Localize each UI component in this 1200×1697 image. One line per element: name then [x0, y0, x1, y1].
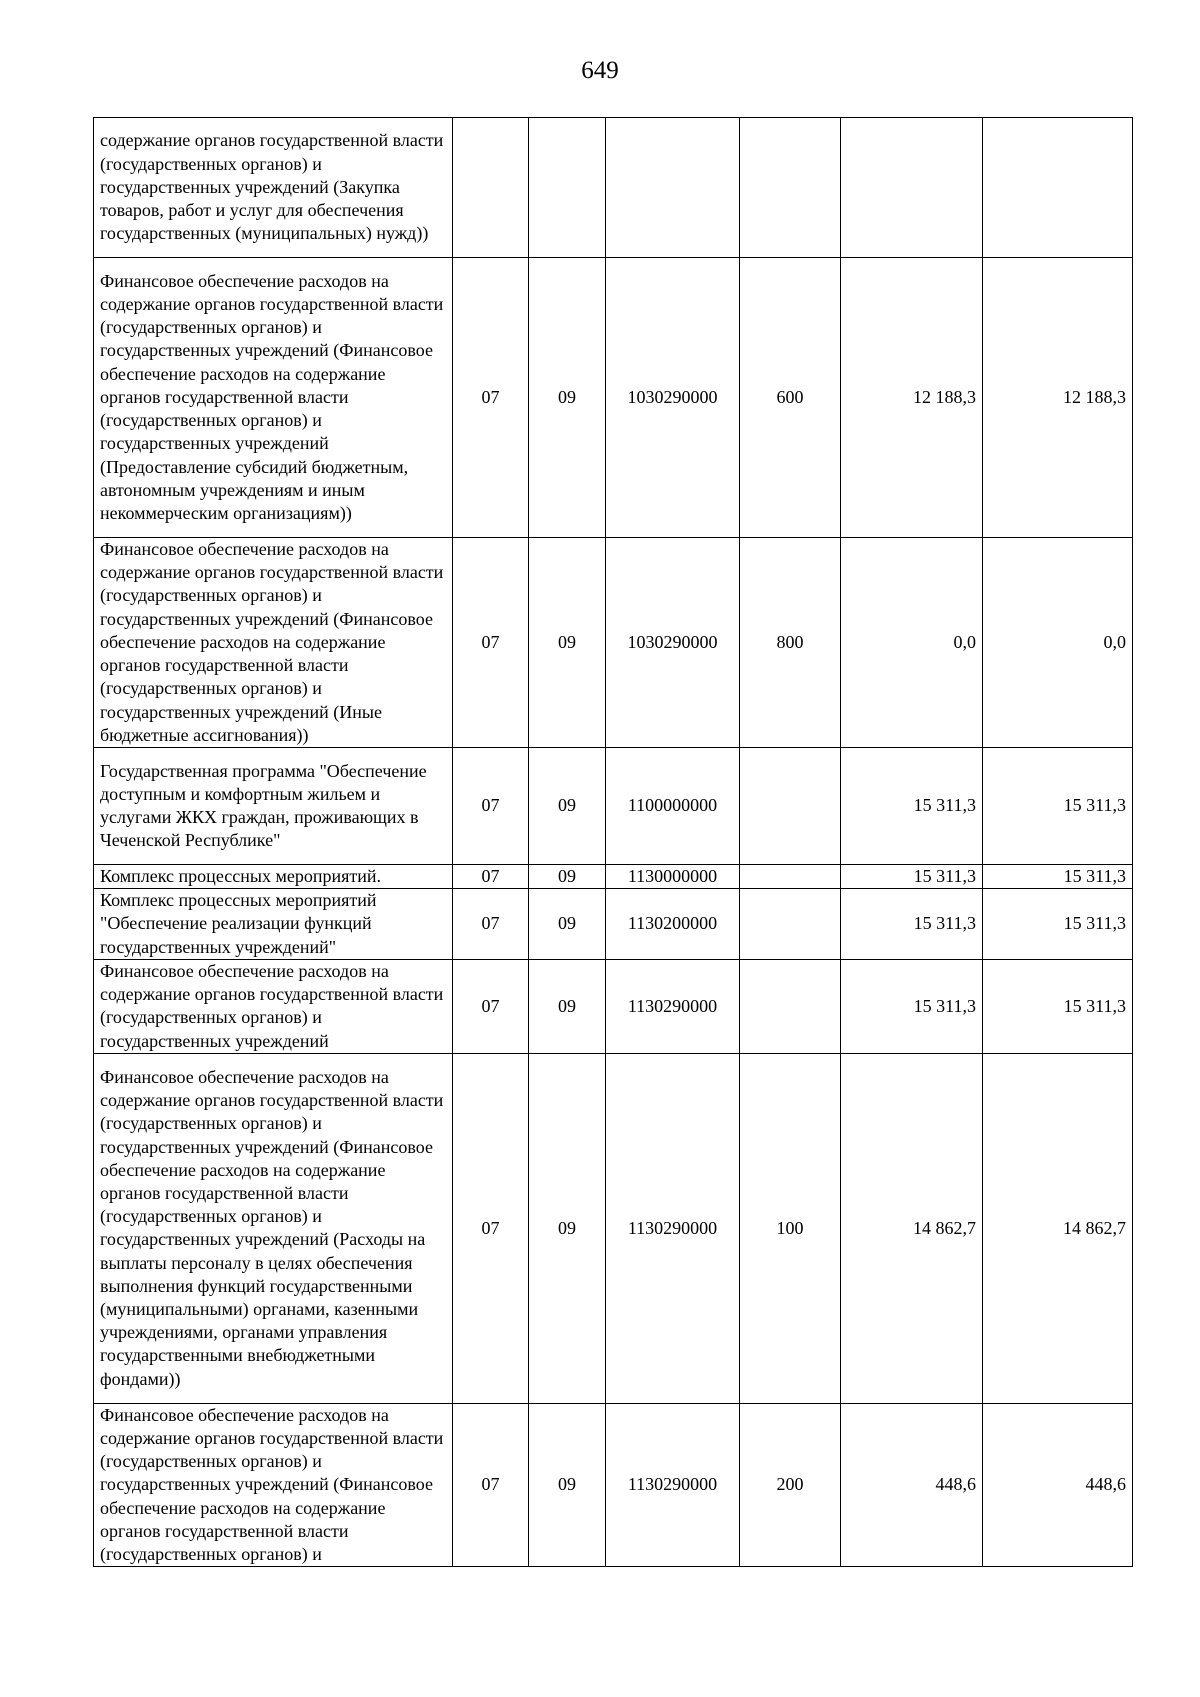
row-target-article: 1130200000 — [606, 889, 740, 960]
row-sum-1: 15 311,3 — [841, 889, 983, 960]
table-row — [94, 959, 1133, 1053]
row-sum-2: 12 188,3 — [983, 258, 1133, 538]
row-sum-2: 448,6 — [983, 1403, 1133, 1566]
row-name: Комплекс процессных мероприятий. — [94, 865, 453, 889]
row-section: 07 — [453, 959, 529, 1053]
budget-table — [93, 117, 1133, 1567]
row-sum-1: 14 862,7 — [841, 1053, 983, 1403]
row-subsection: 09 — [529, 1053, 606, 1403]
row-expense-type — [740, 118, 841, 258]
row-name: Государственная программа "Обеспечение доступным и комфортным жильем и услугами ЖКХ граждан, проживающих в Чеченской Республике" — [94, 748, 453, 865]
row-section: 07 — [453, 1053, 529, 1403]
row-sum-1: 12 188,3 — [841, 258, 983, 538]
row-subsection: 09 — [529, 538, 606, 748]
table-row — [94, 1403, 1133, 1566]
row-target-article — [606, 118, 740, 258]
row-sum-1 — [841, 118, 983, 258]
row-subsection: 09 — [529, 258, 606, 538]
row-name: Финансовое обеспечение расходов на содержание органов государственной власти (государственных органов) и государственных учреждений (Финансовое обеспечение расходов на содержание органов государственной власти (государственных органов) и государственных учреждений (Предоставление субсидий бюджетным, автономным учреждениям и иным некоммерческим организациям)) — [94, 258, 453, 538]
row-target-article: 1030290000 — [606, 258, 740, 538]
row-expense-type — [740, 959, 841, 1053]
row-subsection: 09 — [529, 748, 606, 865]
table-row — [94, 1053, 1133, 1403]
row-subsection: 09 — [529, 1403, 606, 1566]
row-section: 07 — [453, 258, 529, 538]
row-subsection: 09 — [529, 865, 606, 889]
row-section: 07 — [453, 889, 529, 960]
row-expense-type — [740, 889, 841, 960]
row-sum-1: 15 311,3 — [841, 748, 983, 865]
row-expense-type — [740, 748, 841, 865]
row-target-article: 1100000000 — [606, 748, 740, 865]
row-name: содержание органов государственной власти (государственных органов) и государственных учреждений (Закупка товаров, работ и услуг для обеспечения государственных (муниципальных) нужд)) — [94, 118, 453, 258]
row-subsection: 09 — [529, 889, 606, 960]
row-sum-2: 15 311,3 — [983, 748, 1133, 865]
row-name: Комплекс процессных мероприятий "Обеспечение реализации функций государственных учреждений" — [94, 889, 453, 960]
page-number: 649 — [581, 57, 619, 84]
row-sum-2: 0,0 — [983, 538, 1133, 748]
table-row — [94, 865, 1133, 889]
row-name: Финансовое обеспечение расходов на содержание органов государственной власти (государственных органов) и государственных учреждений — [94, 959, 453, 1053]
row-expense-type: 200 — [740, 1403, 841, 1566]
row-section: 07 — [453, 865, 529, 889]
row-sum-2: 15 311,3 — [983, 865, 1133, 889]
row-expense-type — [740, 865, 841, 889]
row-target-article: 1130290000 — [606, 959, 740, 1053]
row-subsection — [529, 118, 606, 258]
row-subsection: 09 — [529, 959, 606, 1053]
row-sum-1: 15 311,3 — [841, 865, 983, 889]
row-section — [453, 118, 529, 258]
row-target-article: 1130290000 — [606, 1403, 740, 1566]
row-section: 07 — [453, 538, 529, 748]
table-row — [94, 538, 1133, 748]
row-section: 07 — [453, 748, 529, 865]
row-target-article: 1030290000 — [606, 538, 740, 748]
table-row — [94, 748, 1133, 865]
row-name: Финансовое обеспечение расходов на содержание органов государственной власти (государственных органов) и государственных учреждений (Финансовое обеспечение расходов на содержание органов государственной власти (государственных органов) и государственных учреждений (Расходы на выплаты персоналу в целях обеспечения выполнения функций государственными (муниципальными) органами, казенными учреждениями, органами управления государственными внебюджетными фондами)) — [94, 1053, 453, 1403]
table-row — [94, 118, 1133, 258]
row-name: Финансовое обеспечение расходов на содержание органов государственной власти (государственных органов) и государственных учреждений (Финансовое обеспечение расходов на содержание органов государственной власти (государственных органов) и государственных учреждений (Иные бюджетные ассигнования)) — [94, 538, 453, 748]
row-sum-2: 14 862,7 — [983, 1053, 1133, 1403]
row-target-article: 1130000000 — [606, 865, 740, 889]
row-sum-1: 0,0 — [841, 538, 983, 748]
row-section: 07 — [453, 1403, 529, 1566]
table-row — [94, 889, 1133, 960]
row-sum-2: 15 311,3 — [983, 959, 1133, 1053]
table-row — [94, 258, 1133, 538]
row-target-article: 1130290000 — [606, 1053, 740, 1403]
row-sum-2 — [983, 118, 1133, 258]
row-sum-1: 15 311,3 — [841, 959, 983, 1053]
row-expense-type: 800 — [740, 538, 841, 748]
row-sum-1: 448,6 — [841, 1403, 983, 1566]
row-expense-type: 100 — [740, 1053, 841, 1403]
row-name: Финансовое обеспечение расходов на содержание органов государственной власти (государственных органов) и государственных учреждений (Финансовое обеспечение расходов на содержание органов государственной власти (государственных органов) и — [94, 1403, 453, 1566]
row-sum-2: 15 311,3 — [983, 889, 1133, 960]
row-expense-type: 600 — [740, 258, 841, 538]
